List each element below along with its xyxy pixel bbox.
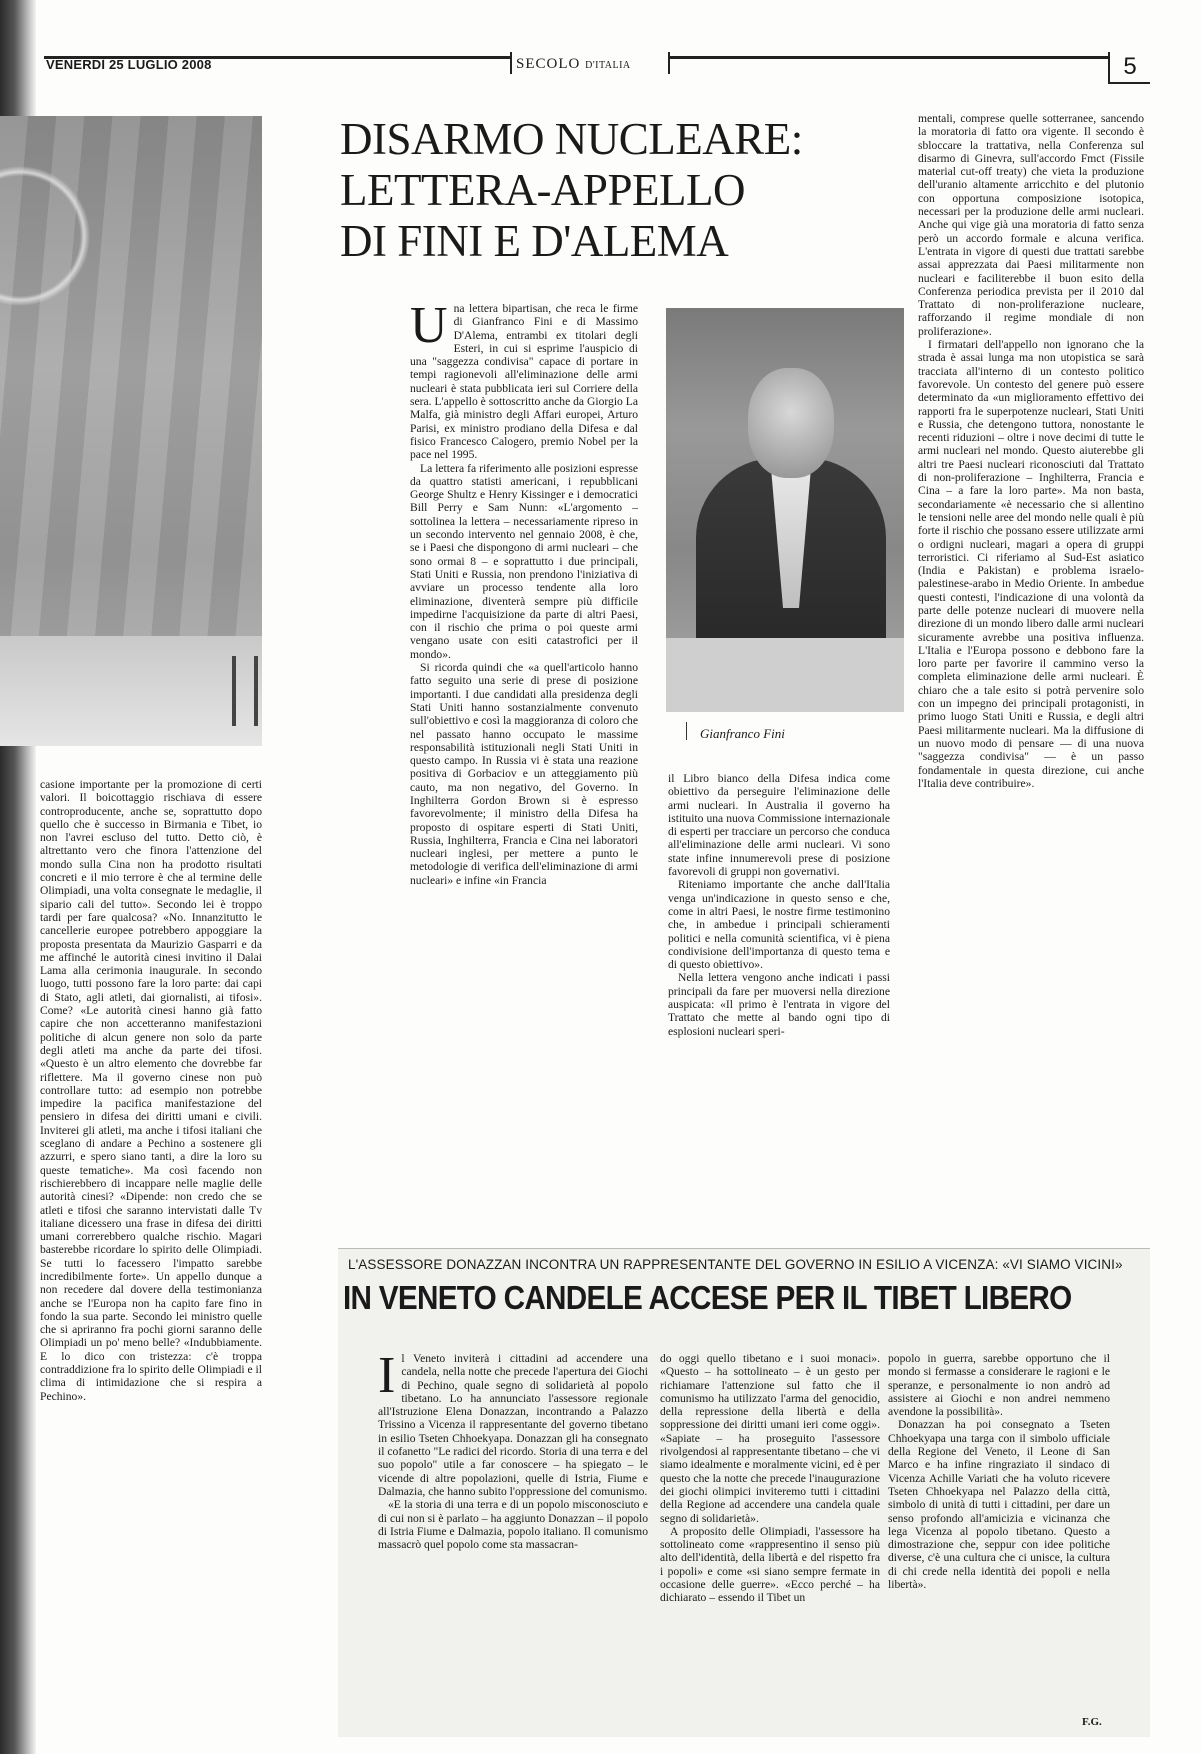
main-article-paragraph: Si ricorda quindi che «a quell'articolo hanno fatto seguito una serie di prese di posizione importanti. I due candidati alla presidenza degli Stati Uniti hanno sostanzialmente convenuto sull'obiettivo e così la maggioranza di coloro che nel passato hanno occupato le massime responsabilità istituzionali negli Stati Uniti in questo campo. In Russia vi è stata una reazione positiva di Gorbaciov e un atteggiamento più cauto, ma non negativo, del Governo. In Inghilterra Gordon Brown si è espresso favorevolmente; il ministro della Difesa ha proposto di ospitare esperti di Stati Uniti, Russia, Inghilterra, Francia e Cina nei laboratori nucleari inglesi, per mettere a punto le metodologie di verifica dell'eliminazione di armi nucleari» e infine «in Francia — [410, 661, 638, 887]
tibet-paragraph: «E la storia di una terra e di un popolo misconosciuto e di cui non si è parlato – ha aggiunto Donazzan – il popolo di Istria Fiume e Dalmazia, popolo italiano. Il comunismo massacrò quel popolo come sta massacran- — [378, 1498, 648, 1552]
tibet-column-3 — [888, 1352, 1110, 1714]
photo-ground — [0, 636, 262, 746]
main-headline-line: DI FINI E D'ALEMA — [340, 216, 729, 266]
left-article-text: casione importante per la promozione di certi valori. Il boicottaggio rischiava di essere controproducente, anche se, soprattutto dopo quello che è successo in Birmania e Tibet, io non l'avrei escluso del tutto. Detto ciò, è altrettanto vero che finora l'attenzione del mondo sulla Cina non ha prodotto risultati concreti e il mio terrore è che al termine delle Olimpiadi, una volta consegnate le medaglie, il sipario cali del tutto». Secondo lei è troppo tardi per fare qualcosa? «No. Innanzitutto le cancellerie europee potrebbero appoggiare la proposta presentata da Maurizio Gasparri e da me affinché le autorità cinesi invitino il Dalai Lama alla cerimonia inaugurale. In secondo luogo, tutti possono fare la loro parte: dai capi di Stato, agli atleti, dai giornalisti, ai tifosi». Come? «Le autorità cinesi hanno già fatto capire che non accetteranno manifestazioni politiche di alcun genere non solo da parte degli atleti ma anche da parte dei tifosi. «Questo è un altro elemento che dovrebbe far riflettere. Ma il governo cinese non può controllare tutto: ad esempio non potrebbe impedire la pacifica manifestazione del pensiero in difesa dei diritti umani e civili. Inviterei gli atleti, ma anche i tifosi italiani che sceglano di andare a Pechino a sostenere gli azzurri, e spero siano tanti, a dire la loro su queste tematiche». Ma così facendo non rischierebbero di incappare nelle maglie delle autorità cinesi? «Dipende: non credo che se atleti e tifosi che saranno intervistati dalle Tv italiane dicessero una frase in difesa dei diritti umani correrebbero qualche rischio. Magari basterebbe ricordare lo spirito delle Olimpiadi. Se tutti lo facessero l'impatto sarebbe incredibilmente forte». Un appello dunque a non recedere dal dovere della testimonianza anche se l'Europa non ha capito fare fino in fondo la sua parte. Secondo lei ministro quelle che si apriranno fra pochi giorni saranno delle Olimpiadi un po' meno belle? «Indubbiamente. E lo dico con tristezza: c'è troppa contraddizione fra lo spirito delle Olimpiadi e il clima di intimidazione che si respira a Pechino». — [40, 778, 262, 1403]
main-headline — [340, 114, 860, 267]
header-date: VENERDÌ 25 LUGLIO 2008 — [46, 57, 212, 72]
newspaper-name — [516, 56, 631, 73]
main-article-column-1 — [410, 302, 638, 1216]
main-article-paragraph: I firmatari dell'appello non ignorano che la strada è assai lunga ma non utopistica se sarà tracciata all'interno di un contesto politico favorevole. Un contesto del genere può essere determinato da «un miglioramento effettivo dei rapporti fra le superpotenze nucleari, Stati Uniti e Russia, che detengono tuttora, nonostante le recenti riduzioni – oltre i nove decimi di tutte le armi nucleari nel mondo. Questo aiuterebbe gli altri tre Paesi nucleari riconosciuti dal Trattato di non-proliferazione – Inghilterra, Francia e Cina – a fare la loro parte». Ma non basta, secondariamente «è necessario che si allentino le tensioni nelle aree del mondo nelle quali è più forte il rischio che possano essere utilizzate armi o ordigni nucleari, magari a opera di gruppi terroristici. Ci riferiamo al Sud-Est asiatico (India e Pakistan) e problema israelo-palestinese-arabo in Medio Oriente. In ambedue questi contesti, l'indicazione di una volontà da parte delle potenze nucleari di muovere nella direzione di un mondo libero dalle armi nucleari sicuramente avrebbe una positiva influenza. L'Italia e l'Europa possono e debbono fare la loro parte per favorire il cammino verso la completa eliminazione delle armi nucleari. È chiaro che a tale esito si potrà pervenire solo con un impegno dei principali protagonisti, in primo luogo Stati Uniti e Russia, e degli altri Paesi militarmente nucleari. Ma la diffusione di un nuovo modo di pensare — di una nuova "saggezza condivisa" — è un passo fondamentale in questa direzione, cui anche l'Italia deve contribuire». — [918, 338, 1144, 790]
main-article-paragraph: La lettera fa riferimento alle posizioni espresse da quattro statisti americani, i repubblicani George Shultz e Henry Kissinger e i democratici Bill Perry e Sam Nunn: «L'argomento – sottolinea la lettera – necessariamente ripreso in un secondo intervento nel gennaio 2008, è che, se i Paesi che dispongono di armi nucleari – che sono ormai 8 – e soprattutto i due principali, Stati Uniti e Russia, non prendono l'iniziativa di avviare un processo tendente alla loro eliminazione, diventerà sempre più difficile impedirne l'acquisizione da parte di altri Paesi, con il rischio che prima o poi queste armi vengano usate con esiti catastrofici per il mondo». — [410, 461, 638, 661]
left-article-column — [40, 778, 262, 1708]
drop-cap: I — [378, 1352, 396, 1404]
main-headline-line: DISARMO NUCLEARE: — [340, 114, 803, 164]
tibet-kicker: L'ASSESSORE DONAZZAN INCONTRA UN RAPPRESENTANTE DEL GOVERNO IN ESILIO A VICENZA: «VI SIAMO VICINI» — [348, 1257, 1123, 1272]
tibet-paragraph: A proposito delle Olimpiadi, l'assessore ha sottolineato come «rappresentino il senso più alto dell'identità, della libertà e del rispetto fra i popoli» e come «si siano sempre fermate in occasione delle guerre». «Ecco perché – ha dichiarato – essendo il Tibet un — [660, 1524, 880, 1605]
newspaper-name-suffix: D'ITALIA — [585, 60, 631, 71]
header-divider — [668, 52, 670, 74]
main-article-paragraph: il Libro bianco della Difesa indica come obiettivo da perseguire l'eliminazione delle armi nucleari. In Australia il governo ha istituito una nuova Commissione internazionale di esperti per tracciare un percorso che conduca all'eliminazione delle armi nucleari. Vi sono state infine innumerevoli prese di posizione favorevoli di gruppi non governativi. — [668, 772, 890, 879]
caption-bar — [686, 722, 687, 740]
photo-desk — [666, 638, 904, 712]
photo-pole — [254, 656, 258, 726]
main-article-paragraph: Riteniamo importante che anche dall'Italia venga un'indicazione in questo senso e che, come in altri Paesi, le nostre firme testimonino che, in ambedue i principali schieramenti politici e nella comunità scientifica, vi è piena condivisione dell'importanza di questo tema e di questo obiettivo». — [668, 878, 890, 972]
author-signature: F.G. — [1082, 1716, 1102, 1728]
main-article-paragraph: Nella lettera vengono anche indicati i passi principali da fare per muoversi nella direzione auspicata: «Il primo è l'entrata in vigore del Trattato che mette al bando ogni tipo di esplosioni nucleari speri- — [668, 971, 890, 1038]
main-article-paragraph: mentali, comprese quelle sotterranee, sancendo la moratoria di fatto ora vigente. Il secondo è sbloccare la trattativa, nella Conferenza sul disarmo di Ginevra, sull'accordo Fmct (Fissile material cut-off treaty) che vieta la produzione dell'uranio altamente arricchito e del plutonio con opportuna composizione isotopica, necessari per la produzione delle armi nucleari. Anche qui vige già una moratoria di fatto senza però un accordo formale e alcuna verifica. L'entrata in vigore di questi due trattati sarebbe assai apprezzata dai Paesi militarmente non nucleari e faciliterebbe il buon esito della Conferenza periodica prevista per il 2010 dal Trattato di non-proliferazione nucleare, rafforzando il regime mondiale di non proliferazione». — [918, 112, 1144, 338]
fini-photo — [666, 308, 904, 712]
tibet-headline: IN VENETO CANDELE ACCESE PER IL TIBET LIBERO — [343, 1279, 1072, 1316]
newspaper-name-main: SECOLO — [516, 56, 581, 72]
tibet-column-1 — [378, 1352, 648, 1718]
photo-figure-head — [748, 368, 834, 478]
main-headline-line: LETTERA-APPELLO — [340, 165, 745, 215]
tibet-paragraph: popolo in guerra, sarebbe opportuno che il mondo si fermasse a considerare le ragioni e le speranze, e personalmente io non andrò ad assistere ai Giochi e non andrei nemmeno avendone la possibilità». — [888, 1352, 1110, 1419]
main-article-lead: na lettera bipartisan, che reca le firme di Gianfranco Fini e di Massimo D'Alema, entrambi ex titolari degli Esteri, in cui si esprime l'auspicio di una "saggezza condivisa" capace di portare in tempi ragionevoli all'eliminazione delle armi nucleari è stata pubblicata ieri sul Corriere della sera. L'appello è sottoscritto anche da Giorgio La Malfa, già ministro degli Affari europei, Arturo Parisi, ex ministro prodiano della Difesa e dal fisico Francesco Calogero, premio Nobel per la pace nel 1995. — [410, 302, 638, 462]
header-divider — [510, 52, 512, 74]
tibet-paragraph: Donazzan ha poi consegnato a Tseten Chhoekyapa una targa con il simbolo ufficiale della Regione del Veneto, il Leone di San Marco e ha infine ringraziato il sindaco di Vicenza Achille Variati che ha voluto ricevere Tseten Chhoekyapa nel Palazzo della città, simbolo di unità di tutti i cittadini, per dare un senso profondo all'amicizia e vicinanza che lega Vicenza al popolo tibetano. Questo a dimostrazione che, seppur con idee politiche diverse, c'è una cultura che ci unisce, la cultura di chi crede nella identità dei popoli e nella libertà». — [888, 1418, 1110, 1592]
flag-photo — [0, 116, 262, 746]
main-article-column-3 — [918, 112, 1144, 1216]
tibet-paragraph: do oggi quello tibetano e i suoi monaci». «Questo – ha sottolineato – è un gesto per richiamare l'attenzione sul fatto che il comunismo ha utilizzato l'arma del genocidio, della repressione della libertà e della soppressione dei diritti umani ieri come oggi». «Sapiate – ha proseguito l'assessore rivolgendosi al rappresentante tibetano – che vi siamo idealmente e moralmente vicini, ed è per questo che la notte che precede l'inaugurazione dei giochi olimpici inviteremo tutti i cittadini della Regione ad accendere una candela quale segno di solidarietà». — [660, 1352, 880, 1525]
drop-cap: U — [410, 302, 448, 354]
tibet-column-2 — [660, 1352, 880, 1718]
tibet-paragraph: l Veneto inviterà i cittadini ad accendere una candela, nella notte che precede l'apertura dei Giochi di Pechino, quale segno di solidarietà al popolo tibetano. Lo ha annunciato l'assessore regionale all'Istruzione Elena Donazzan, incontrando a Palazzo Trissino a Vicenza il rappresentante del governo tibetano in esilio Tseten Chhoekyapa. Donazzan gli ha consegnato il cofanetto "Le radici del ricordo. Storia di una terra e del suo popolo" utile a far conoscere – ha spiegato – le vicende di altre popolazioni, quelle di Istria, Fiume e Dalmazia, che hanno subito l'oppressione del comunismo. — [378, 1352, 648, 1498]
photo-pole — [232, 656, 236, 726]
header-rule-right — [670, 56, 1110, 59]
photo-caption: Gianfranco Fini — [700, 726, 785, 741]
main-article-column-2 — [668, 772, 890, 1218]
page-number: 5 — [1108, 52, 1150, 84]
